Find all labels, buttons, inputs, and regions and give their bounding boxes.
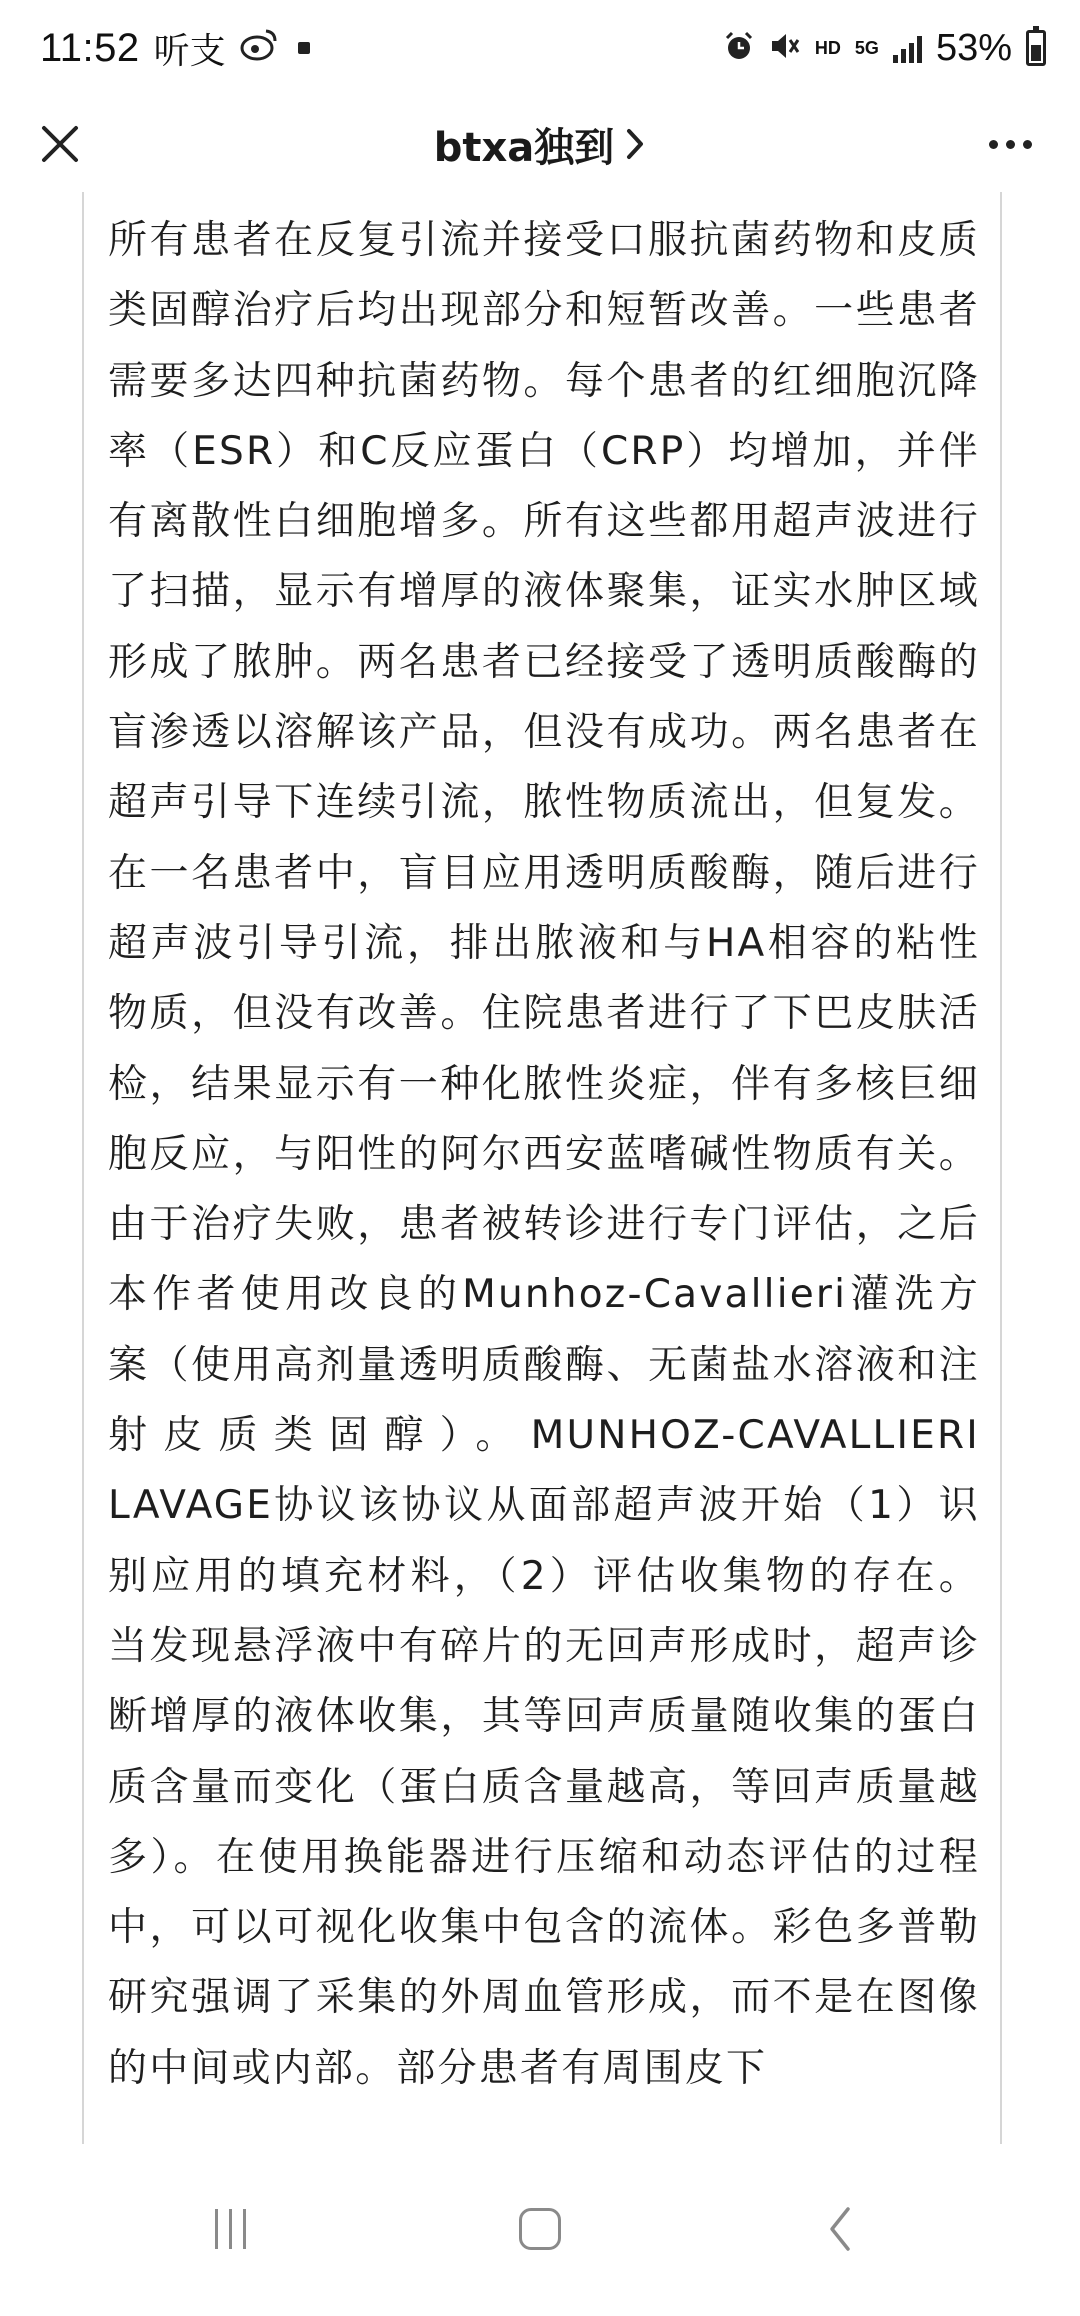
navigation-bar	[0, 2144, 1080, 2316]
battery-percent: 53%	[935, 26, 1012, 69]
account-title-link[interactable]	[434, 116, 647, 173]
back-button[interactable]	[780, 2184, 900, 2274]
article-body: 所有患者在反复引流并接受口服抗菌药物和皮质类固醇治疗后均出现部分和短暂改善。一些患者需要多达四种抗菌药物。每个患者的红细胞沉降率（ESR）和C反应蛋白（CRP）均增加，并伴有离散性白细胞增多。所有这些都用超声波进行了扫描，显示有增厚的液体聚集，证实水肿区域形成了脓肿。两名患者已经接受了透明质酸酶的盲渗透以溶解该产品，但没有成功。两名患者在超声引导下连续引流，脓性物质流出，但复发。在一名患者中，盲目应用透明质酸酶，随后进行超声波引导引流，排出脓液和与HA相容的粘性物质，但没有改善。住院患者进行了下巴皮肤活检，结果显示有一种化脓性炎症，伴有多核巨细胞反应，与阳性的阿尔西安蓝嗜碱性物质有关。由于治疗失败，患者被转诊进行专门评估，之后本作者使用改良的Munhoz-Cavallieri灌洗方案（使用高剂量透明质酸酶、无菌盐水溶液和注射皮质类固醇）。MUNHOZ-CAVALLIERI LAVAGE协议该协议从面部超声波开始（1）识别应用的填充材料，（2）评估收集物的存在。当发现悬浮液中有碎片的无回声形成时，超声诊断增厚的液体收集，其等回声质量随收集的蛋白质含量而变化（蛋白质含量越高，等回声质量越多）。在使用换能器进行压缩和动态评估的过程中，可以可视化收集中包含的流体。彩色多普勒研究强调了采集的外周血管形成，而不是在图像的中间或内部。部分患者有周围皮下	[108, 218, 980, 2091]
close-icon	[40, 124, 80, 164]
network-type-label: 5G	[854, 38, 879, 58]
status-bar	[0, 0, 1080, 96]
app-header	[0, 96, 1080, 192]
close-button[interactable]	[30, 114, 90, 174]
more-icon	[989, 140, 998, 149]
alarm-icon	[723, 30, 755, 67]
notification-app-glyphs: 听支	[153, 30, 226, 72]
notification-dot-icon	[298, 42, 310, 54]
recent-apps-icon	[215, 2209, 246, 2249]
status-time: 11:52	[40, 25, 140, 70]
more-options-button[interactable]	[970, 114, 1050, 174]
page-title: btxa独到	[433, 124, 615, 171]
weibo-icon	[240, 27, 278, 70]
recent-apps-button[interactable]	[170, 2184, 290, 2274]
article-content[interactable]	[82, 192, 1002, 2144]
back-icon	[826, 2205, 854, 2253]
home-button[interactable]	[480, 2184, 600, 2274]
status-right	[723, 27, 1046, 70]
hd-label: HD	[814, 38, 841, 58]
home-icon	[519, 2208, 561, 2250]
chevron-right-icon	[624, 127, 646, 161]
status-left	[40, 23, 310, 74]
signal-strength-icon	[893, 33, 922, 63]
mute-icon	[769, 31, 801, 66]
battery-icon	[1026, 30, 1046, 66]
